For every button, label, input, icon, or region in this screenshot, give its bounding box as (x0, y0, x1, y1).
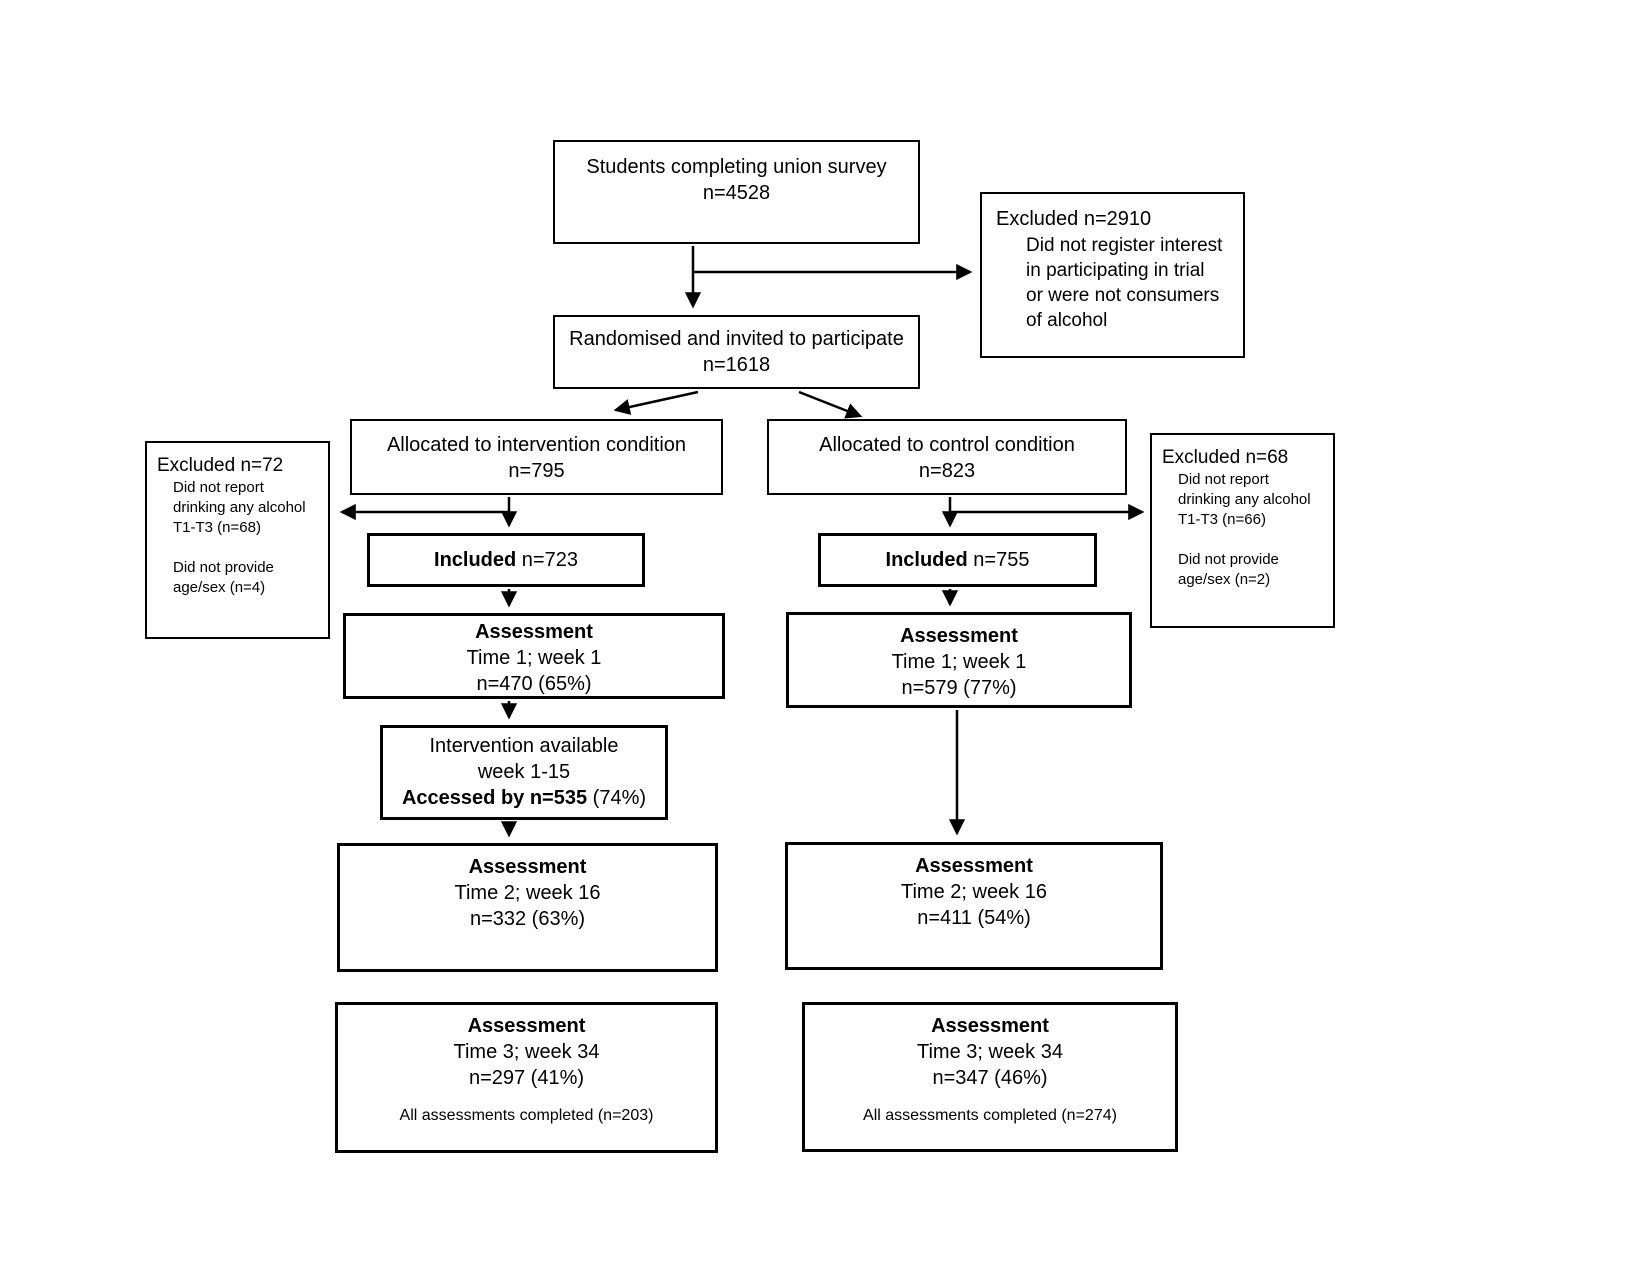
excluded-intervention-reason-line: Did not report (173, 479, 264, 496)
intervention-accessed-label: Accessed by n=535 (401, 787, 588, 809)
excluded-control-reason-line: drinking any alcohol (1178, 491, 1311, 508)
excluded-control-box (1150, 433, 1335, 628)
excluded-survey-reason-line: in participating in trial (1026, 260, 1205, 281)
randomised-box (553, 315, 920, 389)
included-intervention-label: Included (434, 549, 517, 571)
students-survey-count: n=4528 (702, 182, 771, 204)
assessment-t2-control-time: Time 2; week 16 (901, 881, 1047, 903)
included-control-label: Included (885, 549, 968, 571)
intervention-available-box (380, 725, 668, 820)
allocated-intervention-box (350, 419, 723, 495)
assessment-t3-control-completed: All assessments completed (n=274) (863, 1107, 1117, 1124)
assessment-t2-control-box (785, 842, 1163, 970)
excluded-control-reason-line (1162, 530, 1325, 550)
assessment-t1-intervention-box (343, 613, 725, 699)
included-intervention-box (367, 533, 645, 587)
assessment-t3-intervention-box (335, 1002, 718, 1153)
assessment-t2-intervention-title: Assessment (468, 856, 587, 878)
included-control-n: n=755 (967, 549, 1030, 571)
assessment-t2-intervention-box (337, 843, 718, 972)
assessment-t3-intervention-title: Assessment (467, 1015, 586, 1037)
assessment-t2-control-title: Assessment (915, 855, 1033, 877)
excluded-survey-title: Excluded n=2910 (996, 208, 1152, 230)
included-control-box (818, 533, 1097, 587)
included-intervention-count (434, 547, 578, 573)
assessment-t1-intervention-title: Assessment (475, 621, 593, 643)
excluded-intervention-box (145, 441, 330, 639)
assessment-t3-control-title: Assessment (931, 1015, 1049, 1037)
assessment-t1-intervention-time: Time 1; week 1 (466, 647, 602, 669)
assessment-t3-intervention-count: n=297 (41%) (468, 1067, 585, 1089)
excluded-survey-reason-line: Did not register interest (1026, 235, 1223, 256)
intervention-available-label: Intervention available (429, 735, 619, 757)
allocated-intervention-label: Allocated to intervention condition (386, 434, 687, 456)
excluded-survey-reason-line: or were not consumers (1026, 285, 1220, 306)
randomised-count: n=1618 (702, 354, 771, 376)
excluded-control-title: Excluded n=68 (1162, 447, 1289, 468)
excluded-intervention-title: Excluded n=72 (157, 455, 284, 476)
assessment-t2-control-count: n=411 (54%) (917, 907, 1031, 929)
assessment-t1-control-title: Assessment (900, 625, 1018, 647)
included-intervention-n: n=723 (516, 549, 578, 571)
assessment-t3-control-count: n=347 (46%) (932, 1067, 1048, 1089)
allocated-control-label: Allocated to control condition (819, 434, 1075, 456)
intervention-accessed-pct: (74%) (587, 787, 647, 809)
excluded-survey-box (980, 192, 1245, 358)
assessment-t3-intervention-time: Time 3; week 34 (453, 1041, 600, 1063)
students-survey-box (553, 140, 920, 244)
excluded-intervention-reason-line: T1-T3 (n=68) (173, 519, 261, 536)
excluded-intervention-reason-line: Did not provide (173, 559, 274, 576)
allocated-control-box (767, 419, 1127, 495)
allocated-intervention-count: n=795 (508, 460, 565, 482)
excluded-control-reason-line: Did not provide (1178, 551, 1279, 568)
assessment-t3-control-time: Time 3; week 34 (917, 1041, 1063, 1063)
allocated-control-count: n=823 (918, 460, 976, 482)
excluded-intervention-reason-line: drinking any alcohol (173, 499, 306, 516)
intervention-available-weeks: week 1-15 (477, 761, 571, 783)
assessment-t3-intervention-completed: All assessments completed (n=203) (399, 1107, 654, 1124)
assessment-t1-control-count: n=579 (77%) (901, 677, 1017, 699)
assessment-t1-control-box (786, 612, 1132, 708)
included-control-count (886, 547, 1030, 573)
excluded-control-reason-line: Did not report (1178, 471, 1269, 488)
assessment-t3-control-box (802, 1002, 1178, 1152)
arrow-randomised-to-intervention (616, 392, 698, 410)
arrow-randomised-to-control (799, 392, 860, 416)
excluded-intervention-reason-line (157, 538, 320, 558)
assessment-t2-intervention-time: Time 2; week 16 (454, 882, 601, 904)
students-survey-label: Students completing union survey (586, 156, 887, 178)
assessment-t1-intervention-count: n=470 (65%) (476, 673, 592, 695)
excluded-control-reason-line: T1-T3 (n=66) (1178, 511, 1266, 528)
assessment-t1-control-time: Time 1; week 1 (891, 651, 1027, 673)
excluded-survey-reason-line: of alcohol (1026, 310, 1108, 331)
randomised-label: Randomised and invited to participate (569, 328, 904, 350)
intervention-available-count (383, 785, 665, 811)
excluded-intervention-reason-line: age/sex (n=4) (173, 579, 266, 596)
excluded-control-reason-line: age/sex (n=2) (1178, 571, 1271, 588)
assessment-t2-intervention-count: n=332 (63%) (469, 908, 586, 930)
